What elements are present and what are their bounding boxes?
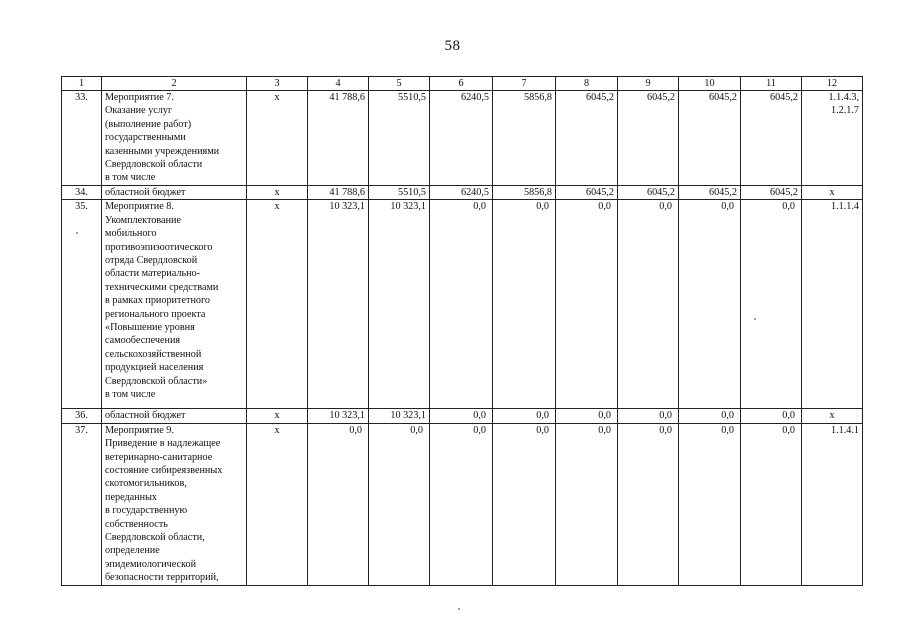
- row-number: 33.: [62, 91, 102, 186]
- table-body: [62, 91, 863, 586]
- value-cell: 41 788,6: [308, 91, 369, 186]
- value-cell: 10 323,1: [308, 200, 369, 409]
- description-line: противоэпизоотического: [105, 241, 213, 253]
- description-line: безопасности территорий,: [105, 572, 219, 584]
- table-row: [62, 186, 863, 200]
- table-row: [62, 200, 863, 409]
- value-cell: 0,0: [308, 423, 369, 585]
- description-line: Свердловской области: [105, 159, 203, 171]
- column-header: 7: [493, 77, 556, 91]
- target-indicator-cell: [802, 423, 863, 585]
- scan-speck: [76, 232, 78, 234]
- row-description: [102, 91, 247, 186]
- column-header: 8: [556, 77, 618, 91]
- description-line: «Повышение уровня: [105, 322, 195, 334]
- value-cell: 0,0: [679, 409, 741, 423]
- description-line: мобильного: [105, 228, 157, 240]
- executor-cell: x: [247, 409, 308, 423]
- description-line: собственность: [105, 518, 168, 530]
- row-number: 37.: [62, 423, 102, 585]
- value-cell: 6045,2: [741, 186, 802, 200]
- table-header-row: [62, 77, 863, 91]
- table-row: [62, 409, 863, 423]
- executor-cell: x: [247, 91, 308, 186]
- description-line: определение: [105, 545, 160, 557]
- column-header: 5: [369, 77, 430, 91]
- column-header: 9: [618, 77, 679, 91]
- description-line: Мероприятие 9.: [105, 424, 174, 436]
- description-line: областной бюджет: [105, 410, 186, 422]
- target-indicator-cell: [802, 186, 863, 200]
- value-cell: 6045,2: [741, 91, 802, 186]
- value-cell: 6045,2: [618, 91, 679, 186]
- description-line: скотомогильников,: [105, 478, 187, 490]
- description-line: отряда Свердловской: [105, 255, 198, 267]
- row-description: [102, 200, 247, 409]
- description-line: самообеспечения: [105, 335, 181, 347]
- description-line: Приведение в надлежащее: [105, 438, 221, 450]
- value-cell: 6045,2: [556, 91, 618, 186]
- page-number: 58: [444, 38, 461, 54]
- description-line: в государственную: [105, 505, 188, 517]
- target-line: 1.1.1.4: [830, 201, 859, 213]
- value-cell: 0,0: [369, 423, 430, 585]
- column-header: 1: [62, 77, 102, 91]
- scan-speck: [754, 318, 756, 320]
- column-header: 3: [247, 77, 308, 91]
- value-cell: 0,0: [679, 200, 741, 409]
- target-indicator-cell: [802, 91, 863, 186]
- value-cell: 6240,5: [430, 186, 493, 200]
- value-cell: 0,0: [493, 200, 556, 409]
- target-line: 1.1.4.3,: [828, 92, 859, 103]
- value-cell: 5510,5: [369, 91, 430, 186]
- row-description: [102, 409, 247, 423]
- description-line: переданных: [105, 491, 158, 503]
- column-header: 10: [679, 77, 741, 91]
- value-cell: 5856,8: [493, 186, 556, 200]
- table-row: [62, 423, 863, 585]
- row-description: [102, 186, 247, 200]
- value-cell: 6240,5: [430, 91, 493, 186]
- value-cell: 0,0: [741, 423, 802, 585]
- value-cell: 5856,8: [493, 91, 556, 186]
- target-line: x: [829, 187, 835, 198]
- value-cell: 0,0: [618, 200, 679, 409]
- description-line: Свердловской области,: [105, 532, 205, 544]
- value-cell: 0,0: [618, 409, 679, 423]
- value-cell: 6045,2: [556, 186, 618, 200]
- value-cell: 10 323,1: [308, 409, 369, 423]
- description-line: Свердловской области»: [105, 375, 208, 387]
- target-indicator-cell: [802, 200, 863, 409]
- value-cell: 0,0: [430, 423, 493, 585]
- row-number: 34.: [62, 186, 102, 200]
- value-cell: 0,0: [493, 409, 556, 423]
- description-line: в том числе: [105, 389, 156, 401]
- executor-cell: x: [247, 423, 308, 585]
- row-description: [102, 423, 247, 585]
- value-cell: 0,0: [741, 409, 802, 423]
- value-cell: 10 323,1: [369, 409, 430, 423]
- value-cell: 0,0: [741, 200, 802, 409]
- target-line: x: [829, 410, 835, 422]
- executor-cell: x: [247, 186, 308, 200]
- value-cell: 41 788,6: [308, 186, 369, 200]
- value-cell: 6045,2: [679, 91, 741, 186]
- target-indicator-cell: [802, 409, 863, 423]
- description-line: государственными: [105, 132, 186, 144]
- budget-table: [61, 76, 863, 586]
- description-line: в том числе: [105, 172, 156, 184]
- description-line: техническими средствами: [105, 281, 219, 293]
- column-header: 6: [430, 77, 493, 91]
- description-line: состояние сибиреязвенных: [105, 465, 223, 477]
- row-number: 35.: [62, 200, 102, 409]
- description-line: Мероприятие 7.: [105, 92, 174, 103]
- target-line: 1.2.1.7: [830, 105, 859, 117]
- value-cell: 10 323,1: [369, 200, 430, 409]
- description-line: Укомплектование: [105, 214, 182, 226]
- table-row: [62, 91, 863, 186]
- description-line: в рамках приоритетного: [105, 295, 211, 307]
- column-header: 12: [802, 77, 863, 91]
- value-cell: 0,0: [430, 409, 493, 423]
- description-line: ветеринарно-санитарное: [105, 451, 213, 463]
- value-cell: 0,0: [493, 423, 556, 585]
- description-line: областной бюджет: [105, 187, 186, 198]
- description-line: Мероприятие 8.: [105, 201, 174, 213]
- column-header: 4: [308, 77, 369, 91]
- value-cell: 0,0: [556, 409, 618, 423]
- description-line: регионального проекта: [105, 308, 206, 320]
- row-number: 36.: [62, 409, 102, 423]
- description-line: области материально-: [105, 268, 201, 280]
- value-cell: 0,0: [679, 423, 741, 585]
- value-cell: 0,0: [556, 200, 618, 409]
- column-header: 2: [102, 77, 247, 91]
- value-cell: 6045,2: [618, 186, 679, 200]
- value-cell: 0,0: [430, 200, 493, 409]
- description-line: продукцией населения: [105, 362, 204, 374]
- executor-cell: x: [247, 200, 308, 409]
- value-cell: 0,0: [618, 423, 679, 585]
- description-line: эпидемиологической: [105, 558, 197, 570]
- scan-speck: [458, 608, 460, 610]
- description-line: сельскохозяйственной: [105, 348, 202, 360]
- target-line: 1.1.4.1: [830, 424, 859, 436]
- value-cell: 5510,5: [369, 186, 430, 200]
- value-cell: 0,0: [556, 423, 618, 585]
- description-line: (выполнение работ): [105, 118, 192, 130]
- column-header: 11: [741, 77, 802, 91]
- description-line: Оказание услуг: [105, 105, 173, 117]
- value-cell: 6045,2: [679, 186, 741, 200]
- description-line: казенными учреждениями: [105, 145, 220, 157]
